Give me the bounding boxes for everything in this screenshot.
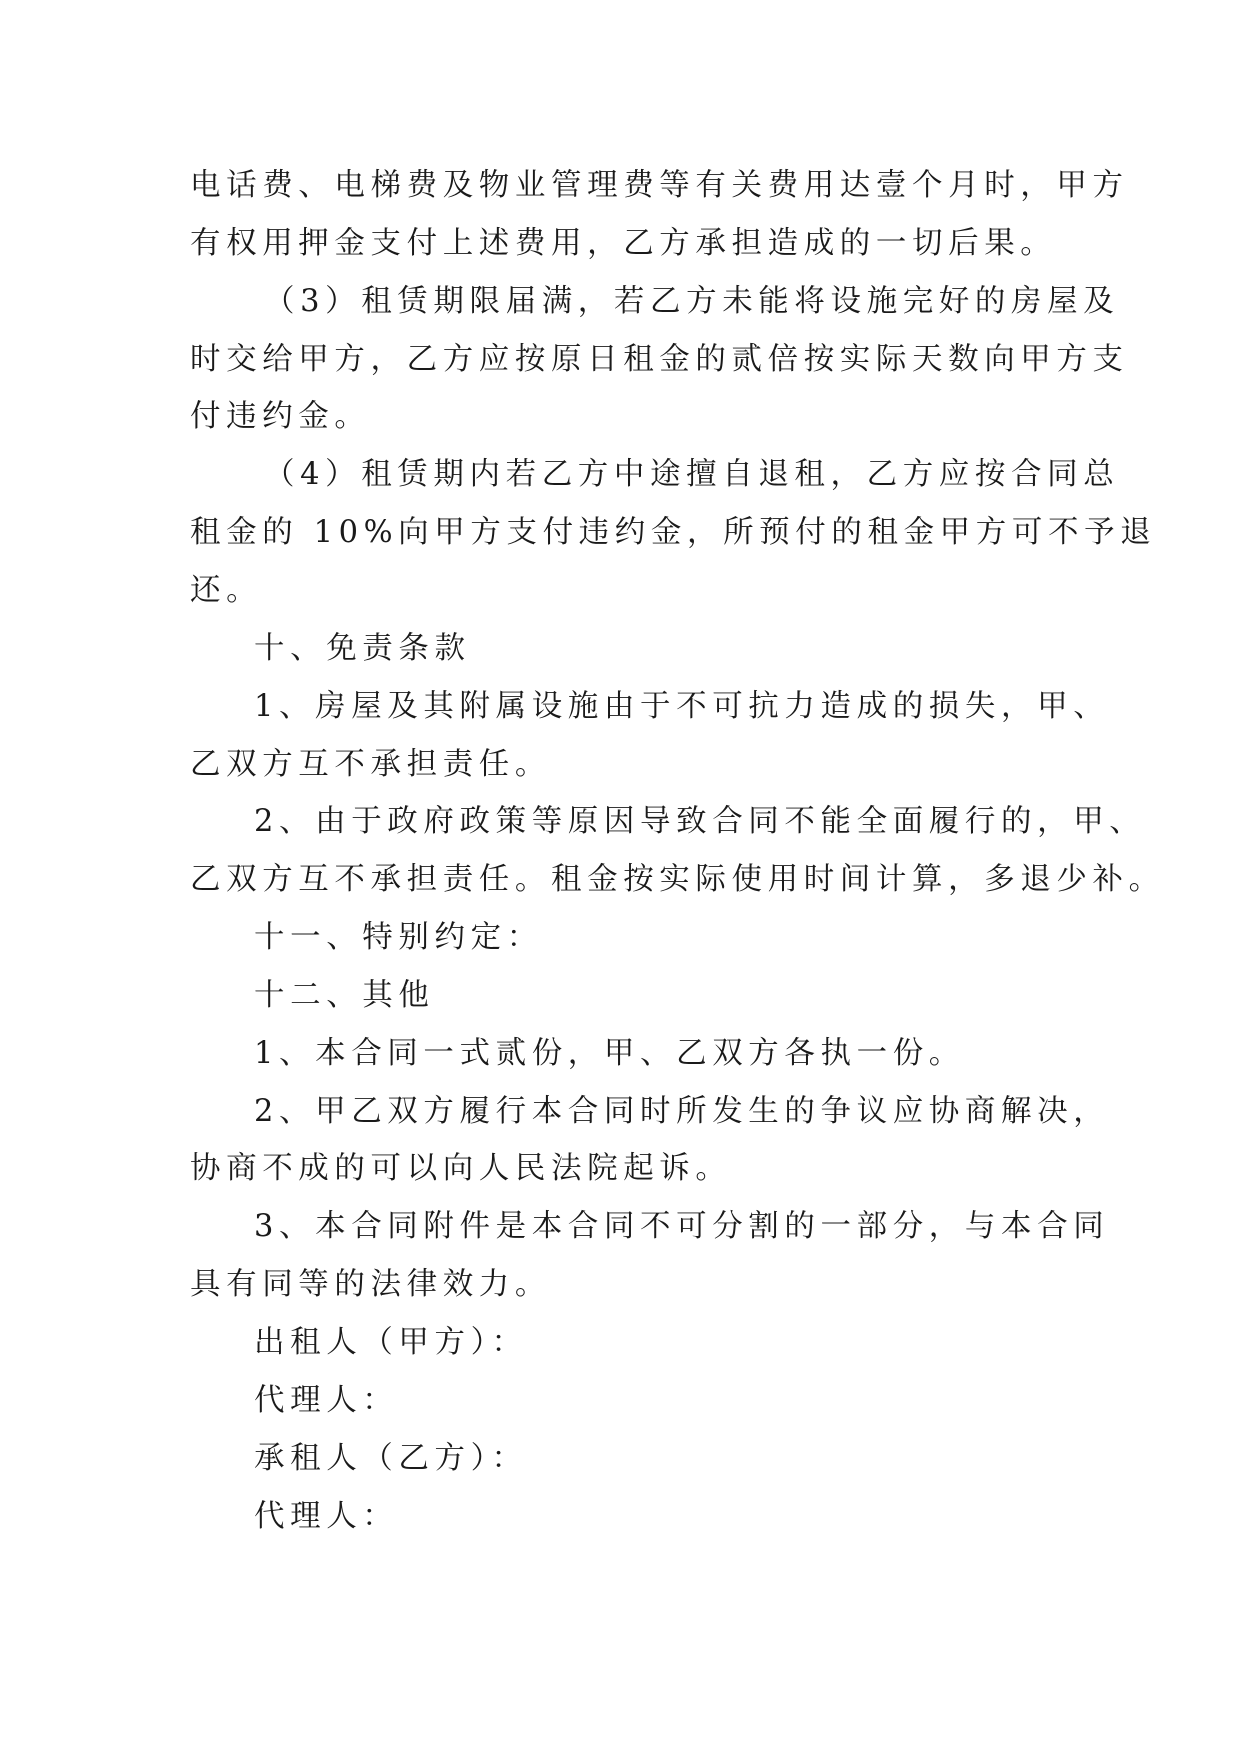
signature-label-lessee: 承租人（乙方）：	[254, 1441, 528, 1476]
signature-label-agent: 代理人：	[254, 1499, 399, 1534]
text-line: 付违约金。	[190, 399, 371, 434]
text-line: 1、房屋及其附属设施由于不可抗力造成的损失，甲、	[254, 689, 1110, 724]
text-line: （4）租赁期内若乙方中途擅自退租，乙方应按合同总	[264, 457, 1120, 492]
text-line: 有权用押金支付上述费用，乙方承担造成的一切后果。	[190, 226, 1057, 261]
text-line: 具有同等的法律效力。	[190, 1267, 551, 1302]
text-line: 协商不成的可以向人民法院起诉。	[190, 1151, 732, 1186]
text-line: 3、本合同附件是本合同不可分割的一部分，与本合同	[254, 1209, 1110, 1244]
text-line: 电话费、电梯费及物业管理费等有关费用达壹个月时，甲方	[190, 168, 1129, 203]
text-line: （3）租赁期限届满，若乙方未能将设施完好的房屋及	[264, 284, 1120, 319]
signature-label-agent: 代理人：	[254, 1383, 399, 1418]
text-line: 1、本合同一式贰份，甲、乙双方各执一份。	[254, 1036, 965, 1071]
text-line: 2、由于政府政策等原因导致合同不能全面履行的，甲、	[254, 804, 1146, 839]
text-line: 乙双方互不承担责任。租金按实际使用时间计算，多退少补。	[190, 862, 1165, 897]
section-heading: 十二、其他	[254, 978, 435, 1013]
text-line: 时交给甲方，乙方应按原日租金的贰倍按实际天数向甲方支	[190, 342, 1129, 377]
section-heading: 十一、特别约定：	[254, 920, 543, 955]
text-line: 还。	[190, 573, 263, 608]
text-line: 2、甲乙双方履行本合同时所发生的争议应协商解决，	[254, 1094, 1110, 1129]
signature-label-lessor: 出租人（甲方）：	[254, 1325, 528, 1360]
section-heading: 十、免责条款	[254, 631, 471, 666]
text-line: 租金的 10%向甲方支付违约金，所预付的租金甲方可不予退	[190, 515, 1157, 550]
text-line: 乙双方互不承担责任。	[190, 747, 551, 782]
